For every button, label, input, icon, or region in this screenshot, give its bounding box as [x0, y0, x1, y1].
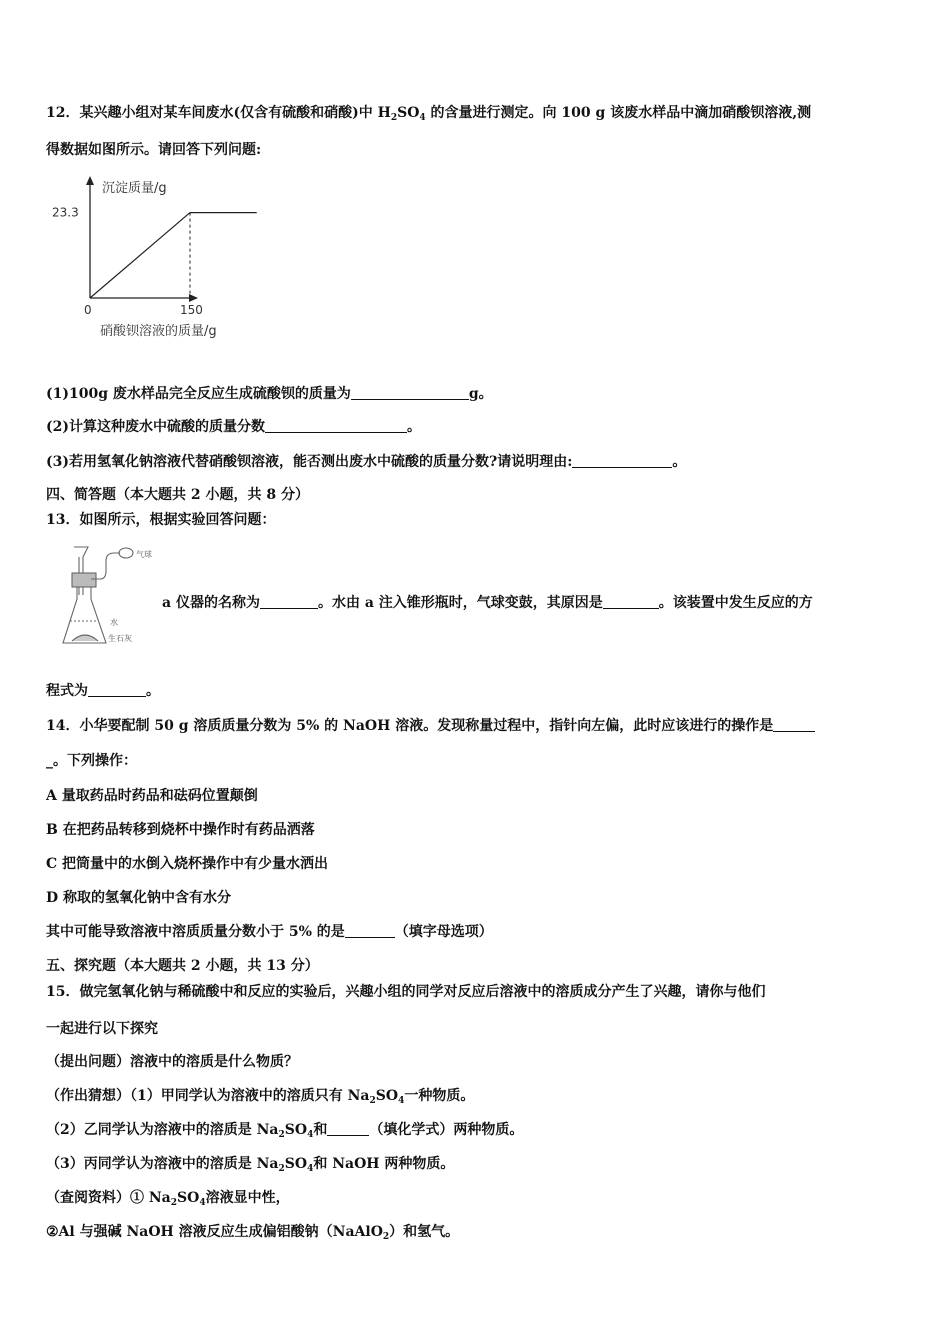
answer-blank[interactable]: [327, 1121, 369, 1136]
answer-blank[interactable]: [260, 594, 318, 609]
data-line: [90, 213, 257, 298]
q15-guess2: （2）乙同学认为溶液中的溶质是 $Na_2SO_4$和 （填化学式）两种物质。: [46, 1122, 524, 1140]
q15-guess1: （作出猜想）（1）甲同学认为溶液中的溶质只有 $Na_2SO_4$一种物质。: [46, 1088, 475, 1106]
q12-line2: 得数据如图所示。请回答下列问题:: [46, 142, 262, 158]
q14-option-b: B 在把药品转移到烧杯中操作时有药品洒落: [46, 822, 315, 838]
q13-line2: a 仪器的名称为 。水由 a 注入锥形瓶时，气球变鼓，其原因是 。该装置中发生反应的方: [162, 595, 813, 611]
answer-blank[interactable]: [572, 453, 672, 468]
flask-apparatus-illustration: [58, 543, 158, 653]
balloon: [119, 548, 133, 558]
funnel: [74, 547, 88, 595]
precipitate-chart: [50, 172, 280, 347]
water-label: 水: [110, 618, 118, 627]
answer-blank[interactable]: [351, 385, 469, 400]
answer-blank[interactable]: [345, 923, 395, 938]
q12-part1: (1)100g 废水样品完全反应生成硫酸钡的质量为 g。: [46, 386, 493, 402]
lime-pile: [72, 635, 98, 641]
answer-blank[interactable]: [773, 717, 815, 732]
section4-title: 四、简答题（本大题共 2 小题，共 8 分）: [46, 487, 309, 503]
y-axis-arrow: [86, 176, 94, 185]
answer-blank[interactable]: [265, 418, 407, 433]
q12-part3: (3)若用氢氧化钠溶液代替硝酸钡溶液，能否测出废水中硫酸的质量分数?请说明理由: 。: [46, 454, 687, 470]
q15-reference1: （查阅资料）① $Na_2SO_4$溶液显中性，: [46, 1190, 290, 1208]
q12-line1: 12．某兴趣小组对某车间废水(仅含有硫酸和硝酸)中 $H_2SO_4$ 的含量进行测定。向 100 g 该废水样品中滴加硝酸钡溶液,测: [46, 105, 812, 123]
y-axis-label: 沉淀质量/g: [102, 181, 167, 196]
section5-title: 五、探究题（本大题共 2 小题，共 13 分）: [46, 958, 319, 974]
lime-label: 生石灰: [108, 634, 132, 643]
q14-option-a: A 量取药品时药品和砝码位置颠倒: [46, 788, 258, 804]
q14-line2: _。下列操作：: [46, 753, 137, 769]
answer-blank[interactable]: [603, 594, 659, 609]
x-tick-label: 150: [180, 303, 203, 317]
q14-option-c: C 把筒量中的水倒入烧杯操作中有少量水洒出: [46, 856, 329, 872]
x-axis-label: 硝酸钡溶液的质量/g: [100, 324, 217, 339]
q13-line1: 13．如图所示，根据实验回答问题：: [46, 512, 276, 528]
y-tick-label: 23.3: [52, 205, 79, 220]
q14-question: 其中可能导致溶液中溶质质量分数小于 5% 的是 （填字母选项）: [46, 924, 493, 940]
answer-blank[interactable]: [88, 682, 146, 697]
q13-line3: 程式为 。: [46, 683, 160, 699]
q15-guess3: （3）丙同学认为溶液中的溶质是 $Na_2SO_4$和 NaOH 两种物质。: [46, 1156, 455, 1174]
balloon-label: 气球: [136, 550, 152, 559]
q14-option-d: D 称取的氢氧化钠中含有水分: [46, 890, 232, 906]
q15-reference2: ②Al 与强碱 NaOH 溶液反应生成偏铝酸钠（NaAlO$_2$）和氢气。: [46, 1224, 460, 1242]
q15-line1: 15．做完氢氧化钠与稀硫酸中和反应的实验后，兴趣小组的同学对反应后溶液中的溶质成分产生了兴趣，请你与他们: [46, 984, 766, 1000]
q12-part2: (2)计算这种废水中硫酸的质量分数 。: [46, 419, 421, 435]
q15-problem: （提出问题）溶液中的溶质是什么物质？: [46, 1054, 298, 1070]
q14-line1: 14．小华要配制 50 g 溶质质量分数为 5% 的 NaOH 溶液。发现称量过程中，指针向左偏，此时应该进行的操作是: [46, 717, 815, 735]
origin-label: 0: [84, 303, 92, 317]
q15-line2: 一起进行以下探究: [46, 1021, 158, 1037]
stopper: [72, 573, 96, 587]
